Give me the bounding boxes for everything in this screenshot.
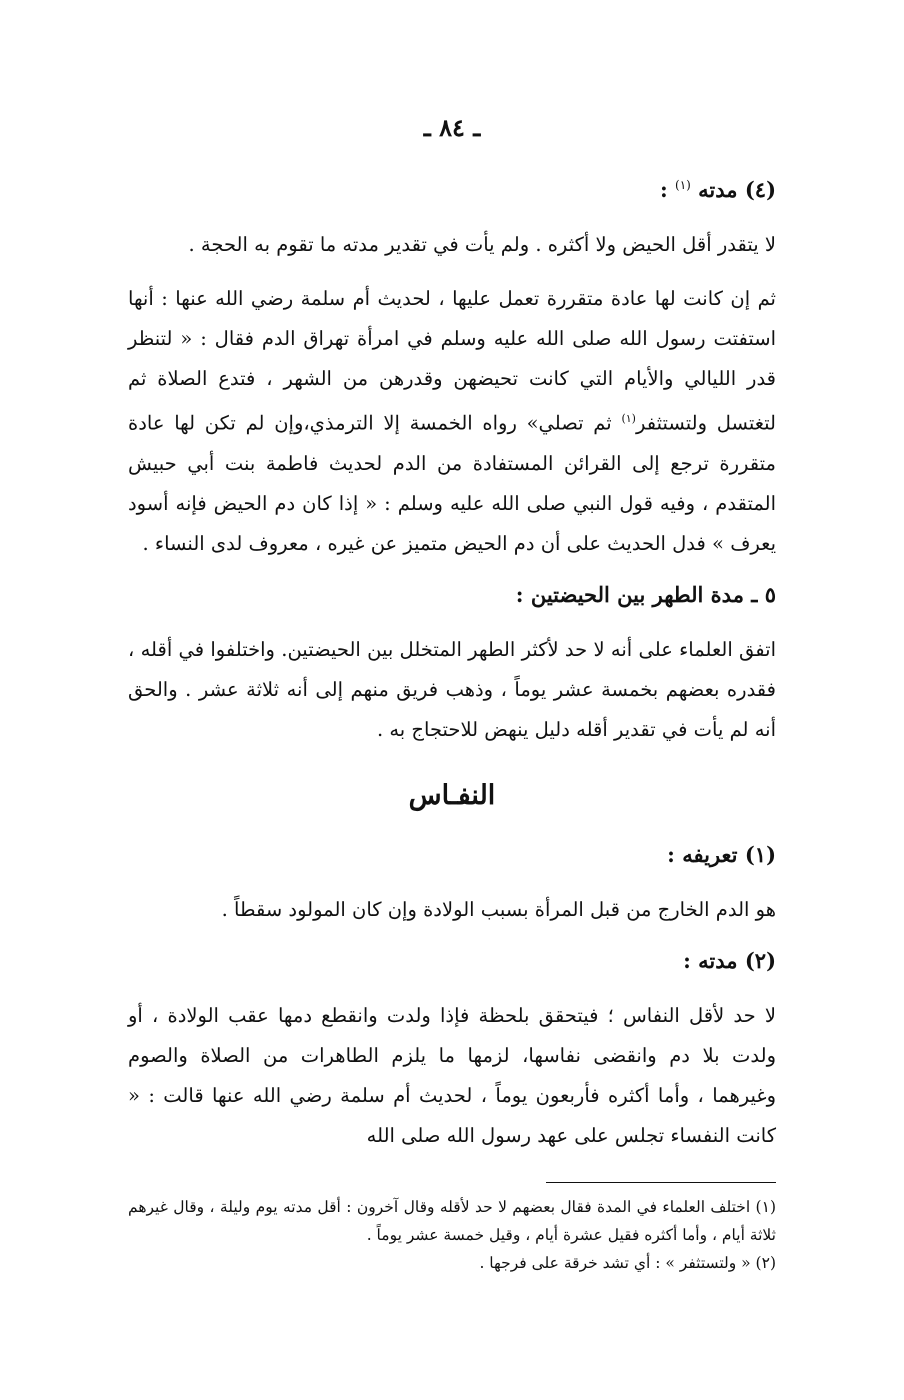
page-number: ـ ٨٤ ـ bbox=[423, 113, 481, 142]
duration-heading-text: (٤) مدته bbox=[698, 177, 776, 202]
footnote-marker-inline: (١) bbox=[621, 412, 636, 425]
footnote-divider bbox=[546, 1182, 776, 1183]
duration-paragraph-1: لا يتقدر أقل الحيض ولا أكثره . ولم يأت في تقدير مدته ما تقوم به الحجة . bbox=[188, 233, 776, 256]
tuhr-heading: ٥ ـ مدة الطهر بين الحيضتين : bbox=[515, 581, 776, 607]
tuhr-paragraph: اتفق العلماء على أنه لا حد لأكثر الطهر المتخلل بين الحيضتين. واختلفوا في أقله ، فقدره بعضهم بخمسة عشر يوماً ، وذهب فريق منهم إلى أنه ثلاثة عشر . والحق أنه لم يأت في تقدير أقله دليل ينهض للاحتجاج به . bbox=[128, 637, 776, 741]
footnote-2: (٢) « ولتستثفر » : أي تشد خرقة على فرجها . bbox=[479, 1253, 776, 1272]
footnote-1: (١) اختلف العلماء في المدة فقال بعضهم لا حد لأقله وقال آخرون : أقل مدته يوم وليلة ، وقال غيرهم ثلاثة أيام ، وأما أكثره فقيل عشرة أيام ، وقيل خمسة عشر يوماً . bbox=[128, 1197, 776, 1244]
duration-paragraph-2-part-a: ثم إن كانت لها عادة متقررة تعمل عليها ، لحديث أم سلمة رضي الله عنها : أنها استفتت رسول الله صلى الله عليه وسلم في امرأة تهراق الدم فقال : « لتنظر قدر الليالي والأيام التي كانت تحيضهن وقدرهن من الشهر ، فتدع الصلاة ثم لتغتسل ولتستثفر bbox=[128, 287, 776, 435]
nifas-section-title: النفـاس bbox=[408, 779, 496, 811]
footnotes bbox=[128, 1193, 776, 1277]
footnote-marker: (١) bbox=[675, 178, 691, 192]
definition-paragraph: هو الدم الخارج من قبل المرأة بسبب الولادة وإن كان المولود سقطاً . bbox=[221, 897, 776, 921]
nifas-duration-paragraph: لا حد لأقل النفاس ؛ فيتحقق بلحظة فإذا ولدت وانقطع دمها عقب الولادة ، أو ولدت بلا دم وانقضى نفاسها، لزمها ما يلزم الطاهرات من الصلاة والصوم وغيرهما ، وأما أكثره فأربعون يوماً ، لحديث أم سلمة رضي الله عنها قالت : « كانت النفساء تجلس على عهد رسول الله صلى الله bbox=[128, 1003, 776, 1147]
nifas-duration-heading: (٢) مدته : bbox=[683, 947, 776, 973]
duration-heading bbox=[128, 168, 776, 207]
definition-heading: (١) تعريفه : bbox=[667, 841, 776, 867]
duration-paragraph-2-part-b: ثم تصلي» رواه الخمسة إلا الترمذي،وإن لم تكن لها عادة متقررة ترجع إلى القرائن المستفادة من الدم لحديث فاطمة بنت أبي حبيش المتقدم ، وفيه قول النبي صلى الله عليه وسلم : « إذا كان دم الحيض فإنه أسود يعرف » فدل الحديث على أن دم الحيض متميز عن غيره ، معروف لدى النساء . bbox=[128, 411, 776, 555]
heading-colon: : bbox=[659, 177, 676, 202]
duration-paragraph-2 bbox=[128, 279, 776, 564]
